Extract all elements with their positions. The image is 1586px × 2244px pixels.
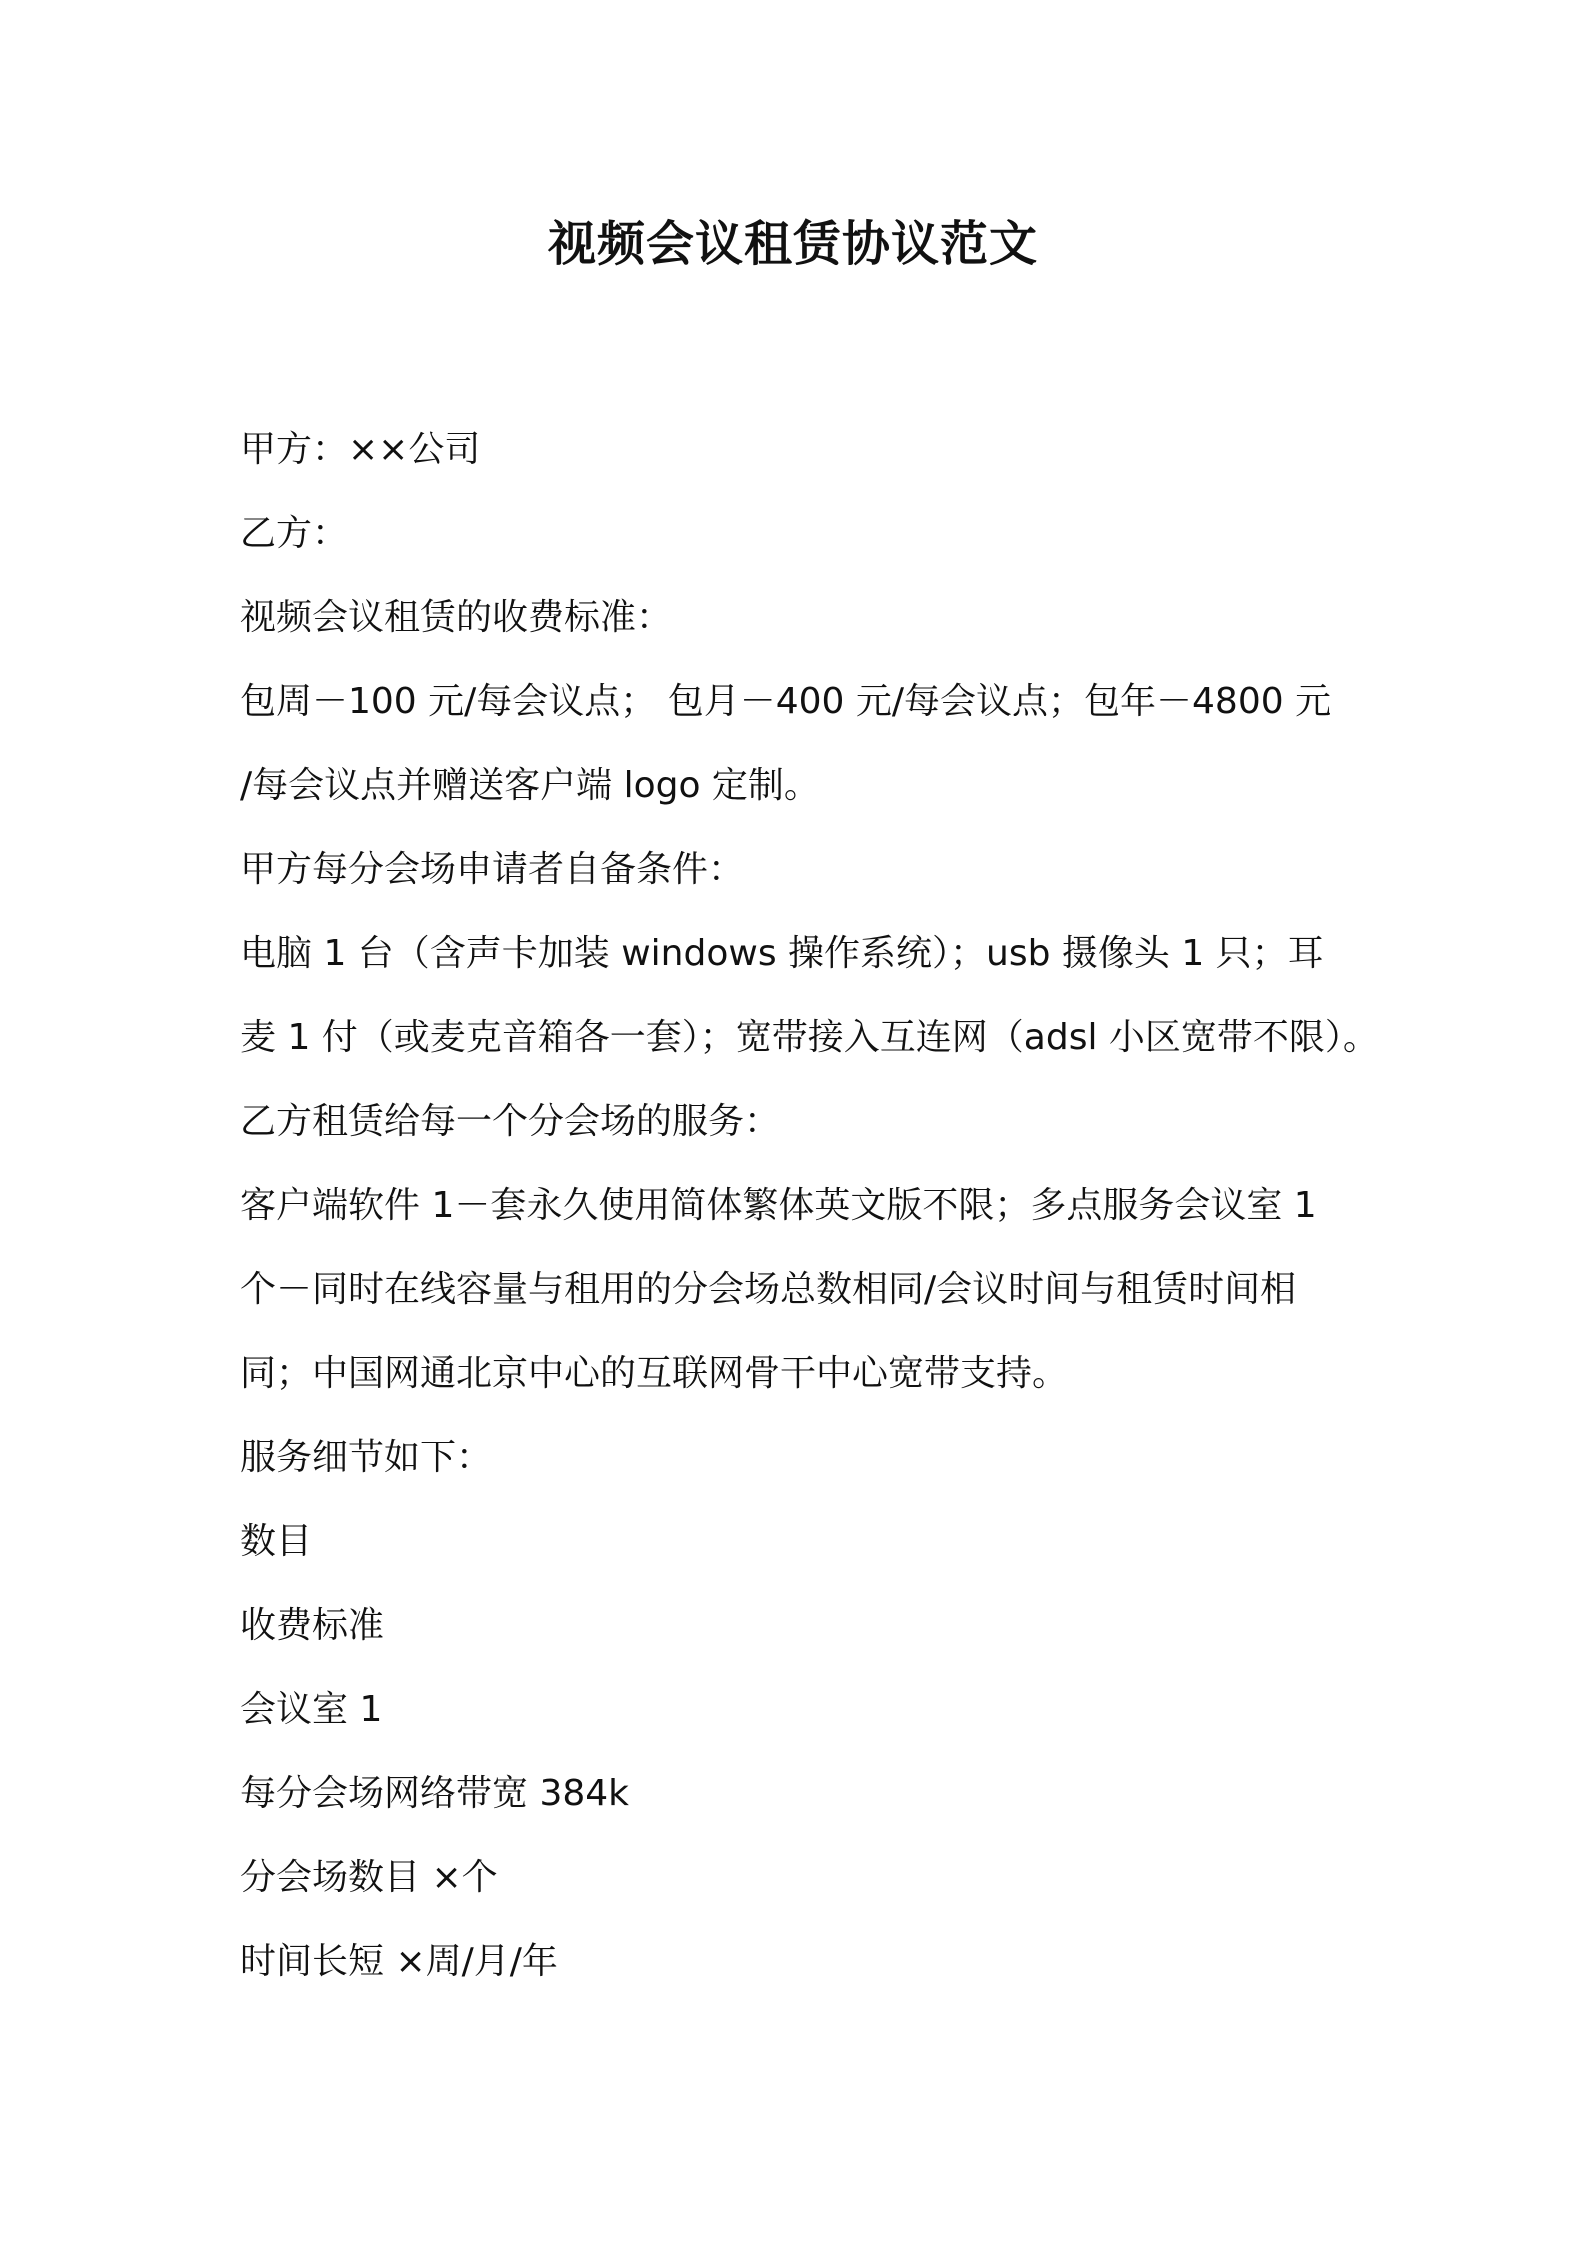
service-details-heading: 服务细节如下： <box>240 1437 493 1478</box>
party-b-line: 乙方： <box>240 513 349 554</box>
party-b-services-line-2: 个－同时在线容量与租用的分会场总数相同/会议时间与租赁时间相 <box>240 1269 1297 1310</box>
detail-fee-label: 收费标准 <box>240 1605 385 1646</box>
fee-standard-heading: 视频会议租赁的收费标准： <box>240 597 673 638</box>
party-b-services-heading: 乙方租赁给每一个分会场的服务： <box>240 1101 781 1142</box>
party-a-line: 甲方：××公司 <box>240 429 481 470</box>
party-a-conditions-line-1: 电脑 1 台（含声卡加装 windows 操作系统）；usb 摄像头 1 只；耳 <box>240 933 1324 974</box>
detail-meeting-room: 会议室 1 <box>240 1689 383 1730</box>
detail-bandwidth: 每分会场网络带宽 384k <box>240 1773 630 1814</box>
party-a-conditions-line-2: 麦 1 付（或麦克音箱各一套）；宽带接入互连网（adsl 小区宽带不限）。 <box>240 1017 1379 1058</box>
detail-count-label: 数目 <box>240 1521 313 1562</box>
detail-venue-count: 分会场数目 ×个 <box>240 1857 498 1898</box>
party-b-services-line-3: 同；中国网通北京中心的互联网骨干中心宽带支持。 <box>240 1353 1069 1394</box>
document-body <box>240 408 1379 2004</box>
party-a-conditions-heading: 甲方每分会场申请者自备条件： <box>240 849 745 890</box>
fee-standard-line-1: 包周－100 元/每会议点； 包月－400 元/每会议点；包年－4800 元 <box>240 681 1332 722</box>
detail-duration: 时间长短 ×周/月/年 <box>240 1941 558 1982</box>
party-b-services-line-1: 客户端软件 1－套永久使用简体繁体英文版不限；多点服务会议室 1 <box>240 1185 1317 1226</box>
document-title: 视频会议租赁协议范文 <box>547 216 1038 272</box>
fee-standard-line-2: /每会议点并赠送客户端 logo 定制。 <box>240 765 820 806</box>
